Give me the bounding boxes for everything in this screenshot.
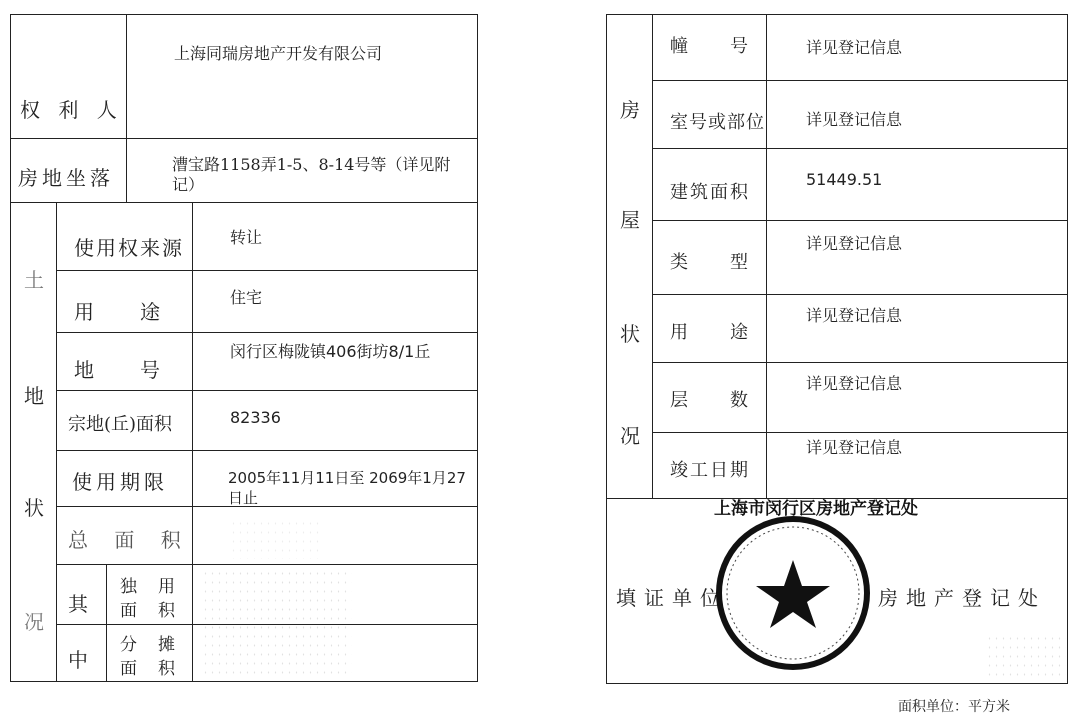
scan-noise [986,634,1066,679]
unit-note: 面积单位：平方米 [898,699,1010,715]
room-value: 详见登记信息 [806,110,903,129]
exclusive-area-label-bottom: 面 积 [120,601,177,621]
rights-holder-label: 权 利 人 [20,98,123,122]
usage-label: 用 途 [670,322,750,343]
land-source-value: 转让 [230,228,263,247]
land-status-char-1: 土 [24,268,44,292]
land-use-value: 住宅 [230,288,263,307]
use-period-value: 2005年11月11日至 2069年1月27日止 [228,469,466,507]
house-status-char-2: 屋 [620,208,640,232]
location-label: 房地坐落 [18,166,114,190]
seal-text: 上海市闵行区房地产登记处 [714,499,918,519]
type-value: 详见登记信息 [806,234,903,253]
shared-area-label-top: 分 摊 [120,635,177,655]
room-label: 室号或部位 [670,112,765,133]
completion-date-label: 竣工日期 [670,460,750,481]
usage-value: 详见登记信息 [806,306,903,325]
building-number-value: 详见登记信息 [806,38,903,57]
scan-noise [230,519,320,559]
lot-number-label: 地 号 [74,358,162,382]
parcel-area-label: 宗地(丘)面积 [68,414,173,435]
parcel-area-value: 82336 [230,408,281,427]
floors-label: 层 数 [670,390,750,411]
type-label: 类 型 [670,252,750,273]
scan-noise [202,569,352,674]
land-use-label: 用 途 [74,300,162,324]
house-status-char-4: 况 [620,424,640,448]
house-status-char-3: 状 [620,322,640,346]
shared-area-label-bottom: 面 积 [120,659,177,679]
use-period-label: 使用期限 [72,470,168,494]
floors-value: 详见登记信息 [806,374,903,393]
house-status-char-1: 房 [620,98,640,122]
land-status-char-3: 状 [24,496,44,520]
completion-date-value: 详见登记信息 [806,438,903,457]
lot-number-value: 闵行区梅陇镇406街坊8/1丘 [230,342,431,361]
issuer-label: 填证单位 [616,586,728,610]
total-area-label: 总 面 积 [68,528,191,552]
land-status-char-2: 地 [24,384,44,408]
floor-area-label: 建筑面积 [670,182,750,203]
sub-group-char-1: 其 [68,592,88,616]
right-certificate-table [606,14,1068,684]
exclusive-area-label-top: 独 用 [120,577,177,597]
land-source-label: 使用权来源 [74,236,184,260]
left-certificate-table [10,14,478,682]
issuer-value: 房地产登记处 [878,586,1046,610]
rights-holder-value: 上海同瑞房地产开发有限公司 [174,44,383,63]
official-seal [714,499,918,672]
floor-area-value: 51449.51 [806,170,883,189]
land-status-char-4: 况 [24,610,44,634]
seal-icon [714,499,918,672]
location-value: 漕宝路1158弄1-5、8-14号等（详见附记） [172,155,451,194]
sub-group-char-2: 中 [68,648,88,672]
building-number-label: 幢 号 [670,36,750,57]
